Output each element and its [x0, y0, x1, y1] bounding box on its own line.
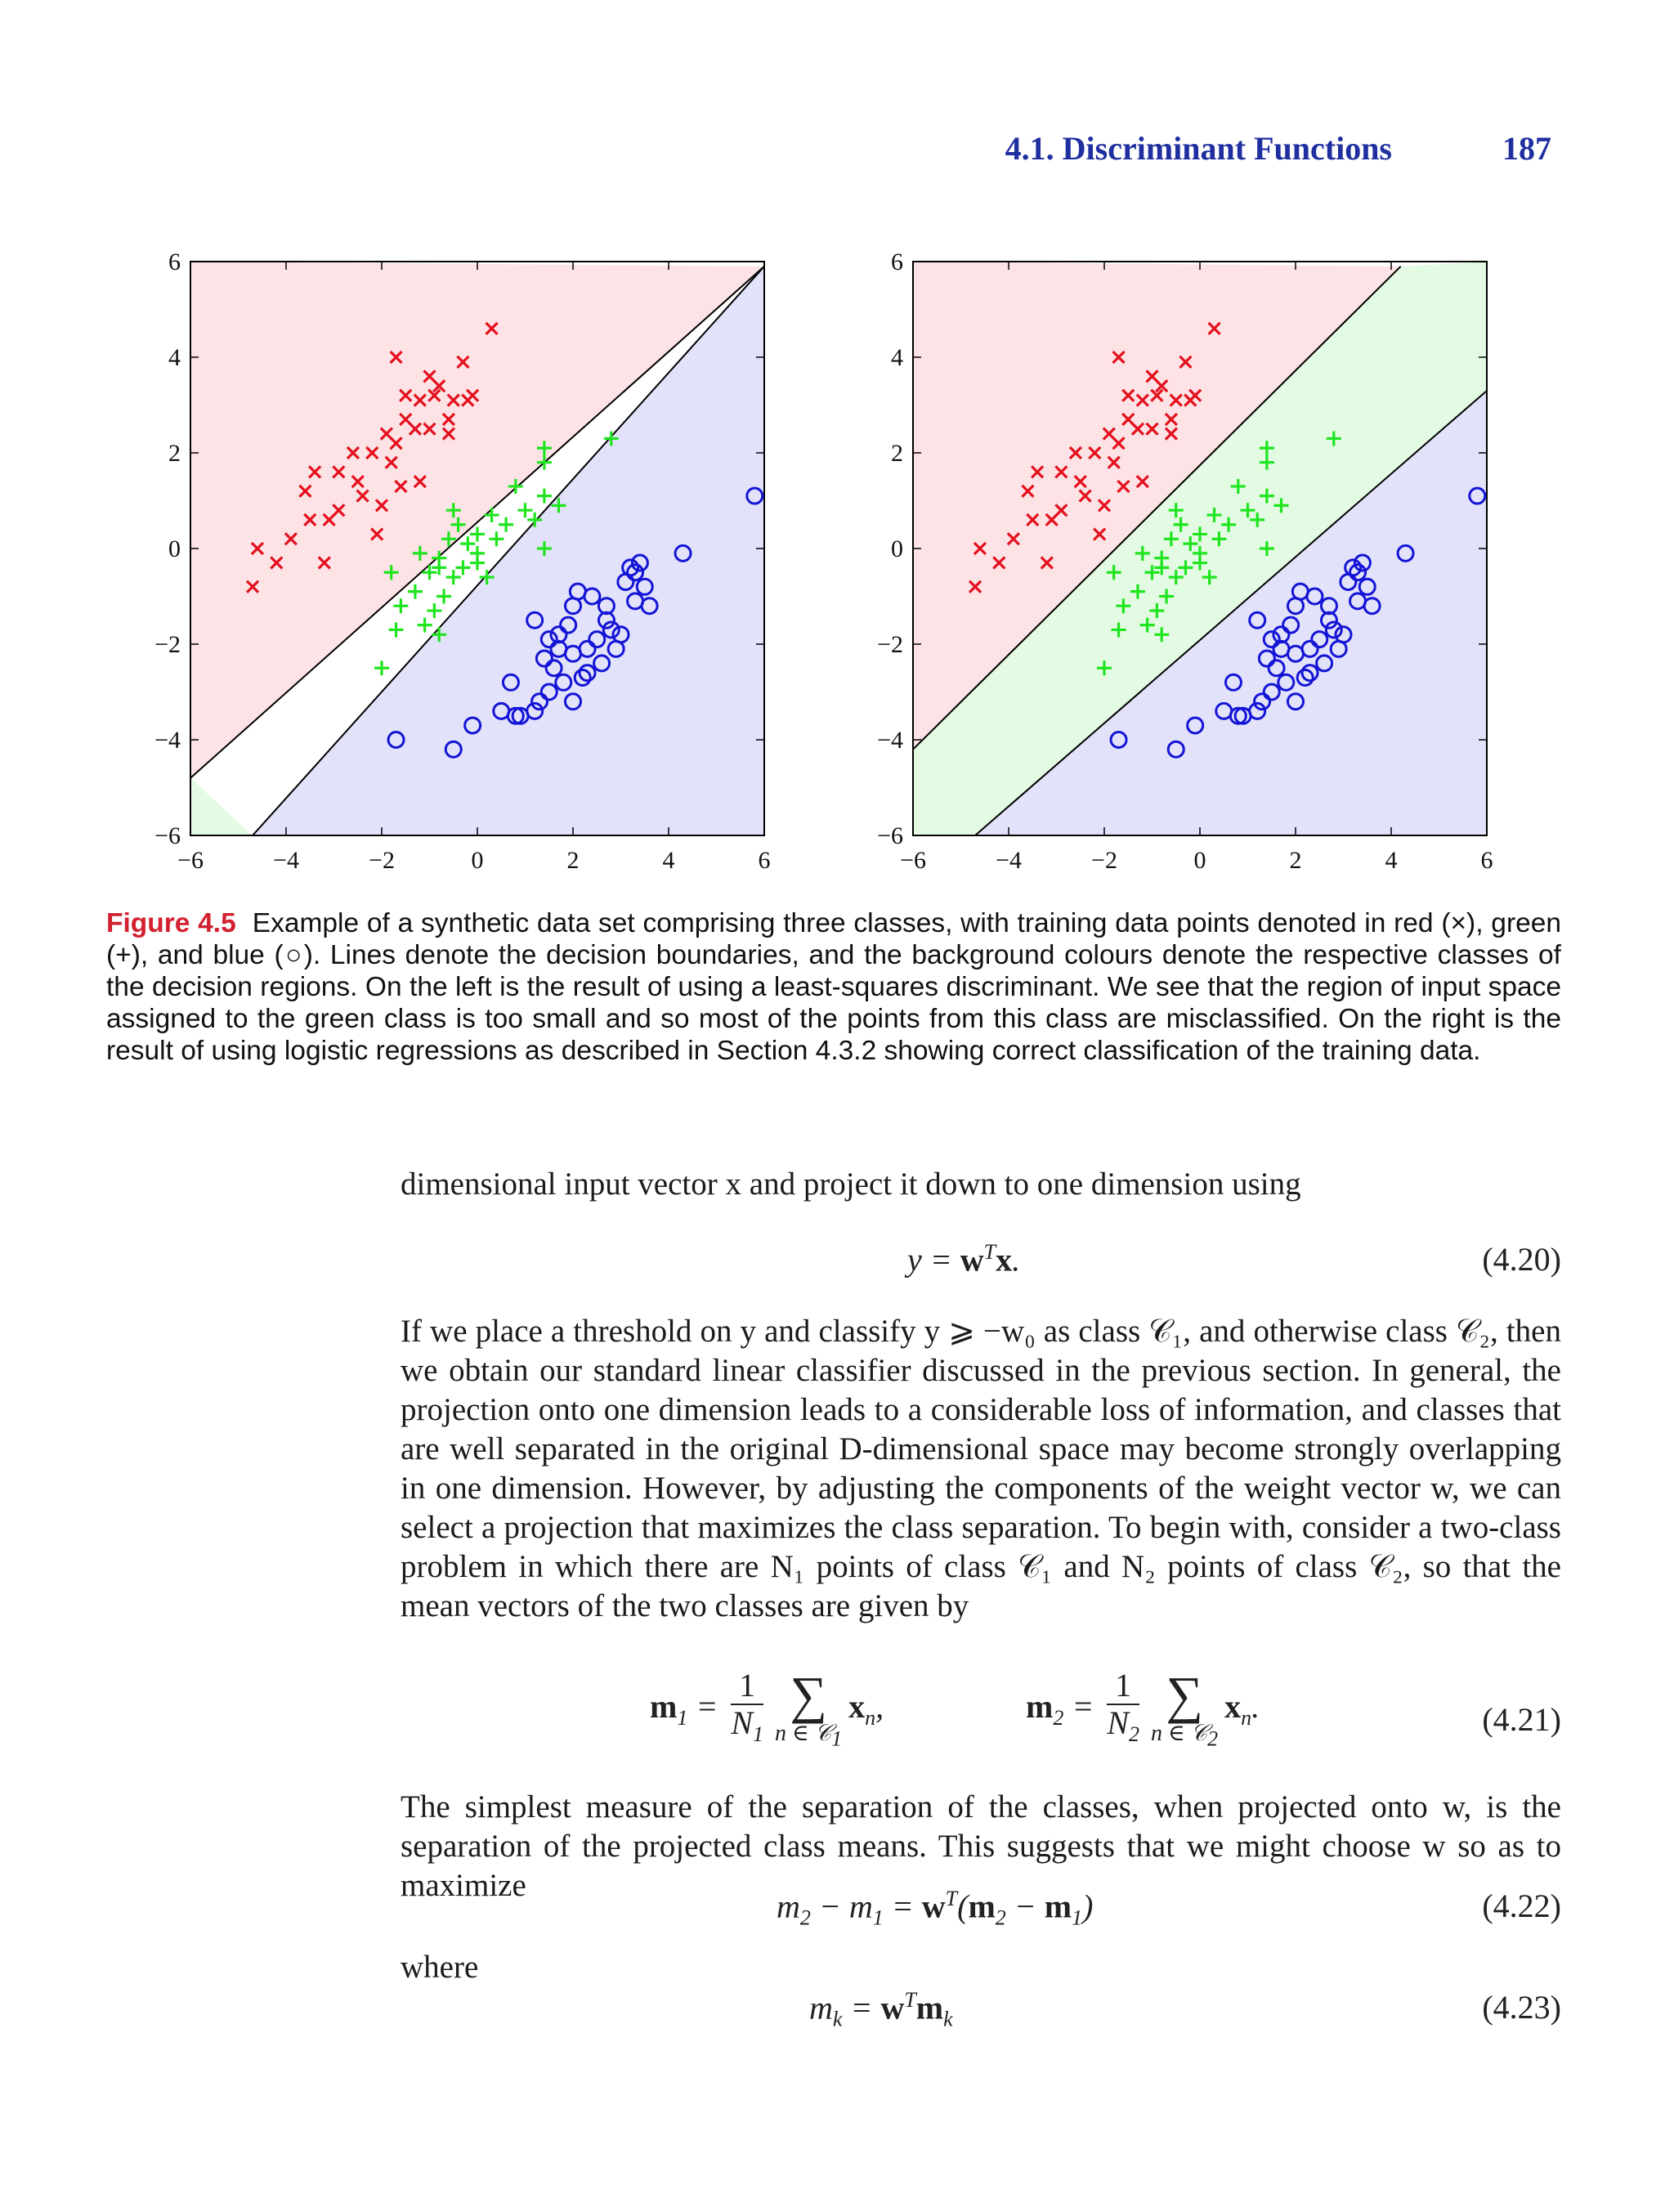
left-panel-least-squares	[154, 249, 770, 874]
x-tick-label: 0	[1193, 847, 1206, 874]
x-tick-label: 2	[1289, 847, 1302, 874]
equation-4-21-m1: $m_1$ = $\frac{1}{N_1}$ ∑ n ∈ 𝒞$_1$ $x_n$,	[650, 1665, 884, 1751]
equation-number: (4.21)	[1482, 1701, 1561, 1738]
y-tick-label: 0	[168, 535, 181, 562]
equation-4-21-m2: $m_2$ = $\frac{1}{N_2}$ ∑ n ∈ 𝒞$_2$ $x_n$.	[1026, 1665, 1260, 1751]
equation-4-21	[401, 1665, 1561, 1774]
x-tick-label: −4	[273, 847, 299, 874]
x-tick-label: −4	[996, 847, 1022, 874]
equation-number: (4.22)	[1482, 1887, 1561, 1924]
x-tick-label: −6	[900, 847, 926, 874]
caption-text: Example of a synthetic data set comprising three classes, with training data points denoted in red (×), green (+), and blue (○). Lines denote the decision boundaries, and the background colours denote the respective classes of the decision regions. On the left is the result of using a least-squares discriminant. We see that the region of input space assigned to the green class is too small and so most of the points from this class are misclassified. On the right is the result of using logistic regressions as described in Section 4.3.2 showing correct classification of the training data.	[106, 908, 1561, 1066]
figure-label: Figure 4.5	[106, 908, 236, 938]
figure-caption	[106, 907, 1561, 1067]
x-tick-label: −6	[177, 847, 204, 874]
y-tick-label: 2	[891, 440, 903, 467]
y-tick-label: −4	[154, 727, 181, 754]
equation-4-23-content: $m_k = w^Tm_k$	[809, 1988, 953, 2031]
x-tick-label: 0	[471, 847, 484, 874]
y-tick-label: 6	[168, 249, 181, 275]
y-tick-label: −2	[877, 631, 903, 658]
x-tick-label: 6	[758, 847, 771, 874]
y-tick-label: −6	[877, 822, 903, 849]
running-header	[0, 129, 1674, 178]
y-tick-label: −4	[877, 727, 903, 754]
y-tick-label: 6	[891, 249, 903, 275]
x-tick-label: 4	[1385, 847, 1398, 874]
x-tick-label: −2	[1091, 847, 1117, 874]
y-tick-label: −6	[154, 822, 181, 849]
equation-number: (4.23)	[1482, 1989, 1561, 2026]
equation-4-20	[401, 1240, 1561, 1289]
section-title: 4.1. Discriminant Functions	[1005, 130, 1392, 167]
figure-4-5	[0, 245, 1674, 883]
x-tick-label: 6	[1480, 847, 1493, 874]
equation-4-20-content: $y = w^Tx$.	[907, 1240, 1021, 1278]
x-tick-label: −2	[369, 847, 395, 874]
x-tick-label: 2	[566, 847, 580, 874]
paragraph-2: If we place a threshold on y and classify y ⩾ −w₀ as class 𝒞₁, and otherwise class 𝒞₂, then we obtain our standard linear classifier discussed in the previous section. In general, the projection onto one dimension leads to a considerable loss of information, and classes that are well separated in the original D-dimensional space may become strongly overlapping in one dimension. However, by adjusting the components of the weight vector w, we can select a projection that maximizes the class separation. To begin with, consider a two-class problem in which there are N₁ points of class 𝒞₁ and N₂ points of class 𝒞₂, so that the mean vectors of the two classes are given by	[401, 1314, 1561, 1623]
y-tick-label: 2	[168, 440, 181, 467]
equation-4-22	[401, 1887, 1561, 1936]
paragraph-1: dimensional input vector x and project it down to one dimension using	[401, 1166, 1301, 1202]
equation-4-23	[401, 1988, 1561, 2037]
y-tick-label: −2	[154, 631, 181, 658]
page-number: 187	[1502, 130, 1551, 167]
right-panel-logistic-regression	[877, 249, 1493, 874]
y-tick-label: 0	[891, 535, 903, 562]
paragraph-4: where	[401, 1950, 479, 1985]
equation-number: (4.20)	[1482, 1241, 1561, 1278]
equation-4-22-content: $m_2 - m_1 = w^T(m_2 - m_1)$	[777, 1887, 1094, 1930]
y-tick-label: 4	[891, 344, 903, 371]
paragraph-3: The simplest measure of the separation of the classes, when projected onto w, is the separation of the projected class means. This suggests that we might choose w so as to maximize	[401, 1789, 1561, 1903]
x-tick-label: 4	[662, 847, 675, 874]
y-tick-label: 4	[168, 344, 181, 371]
